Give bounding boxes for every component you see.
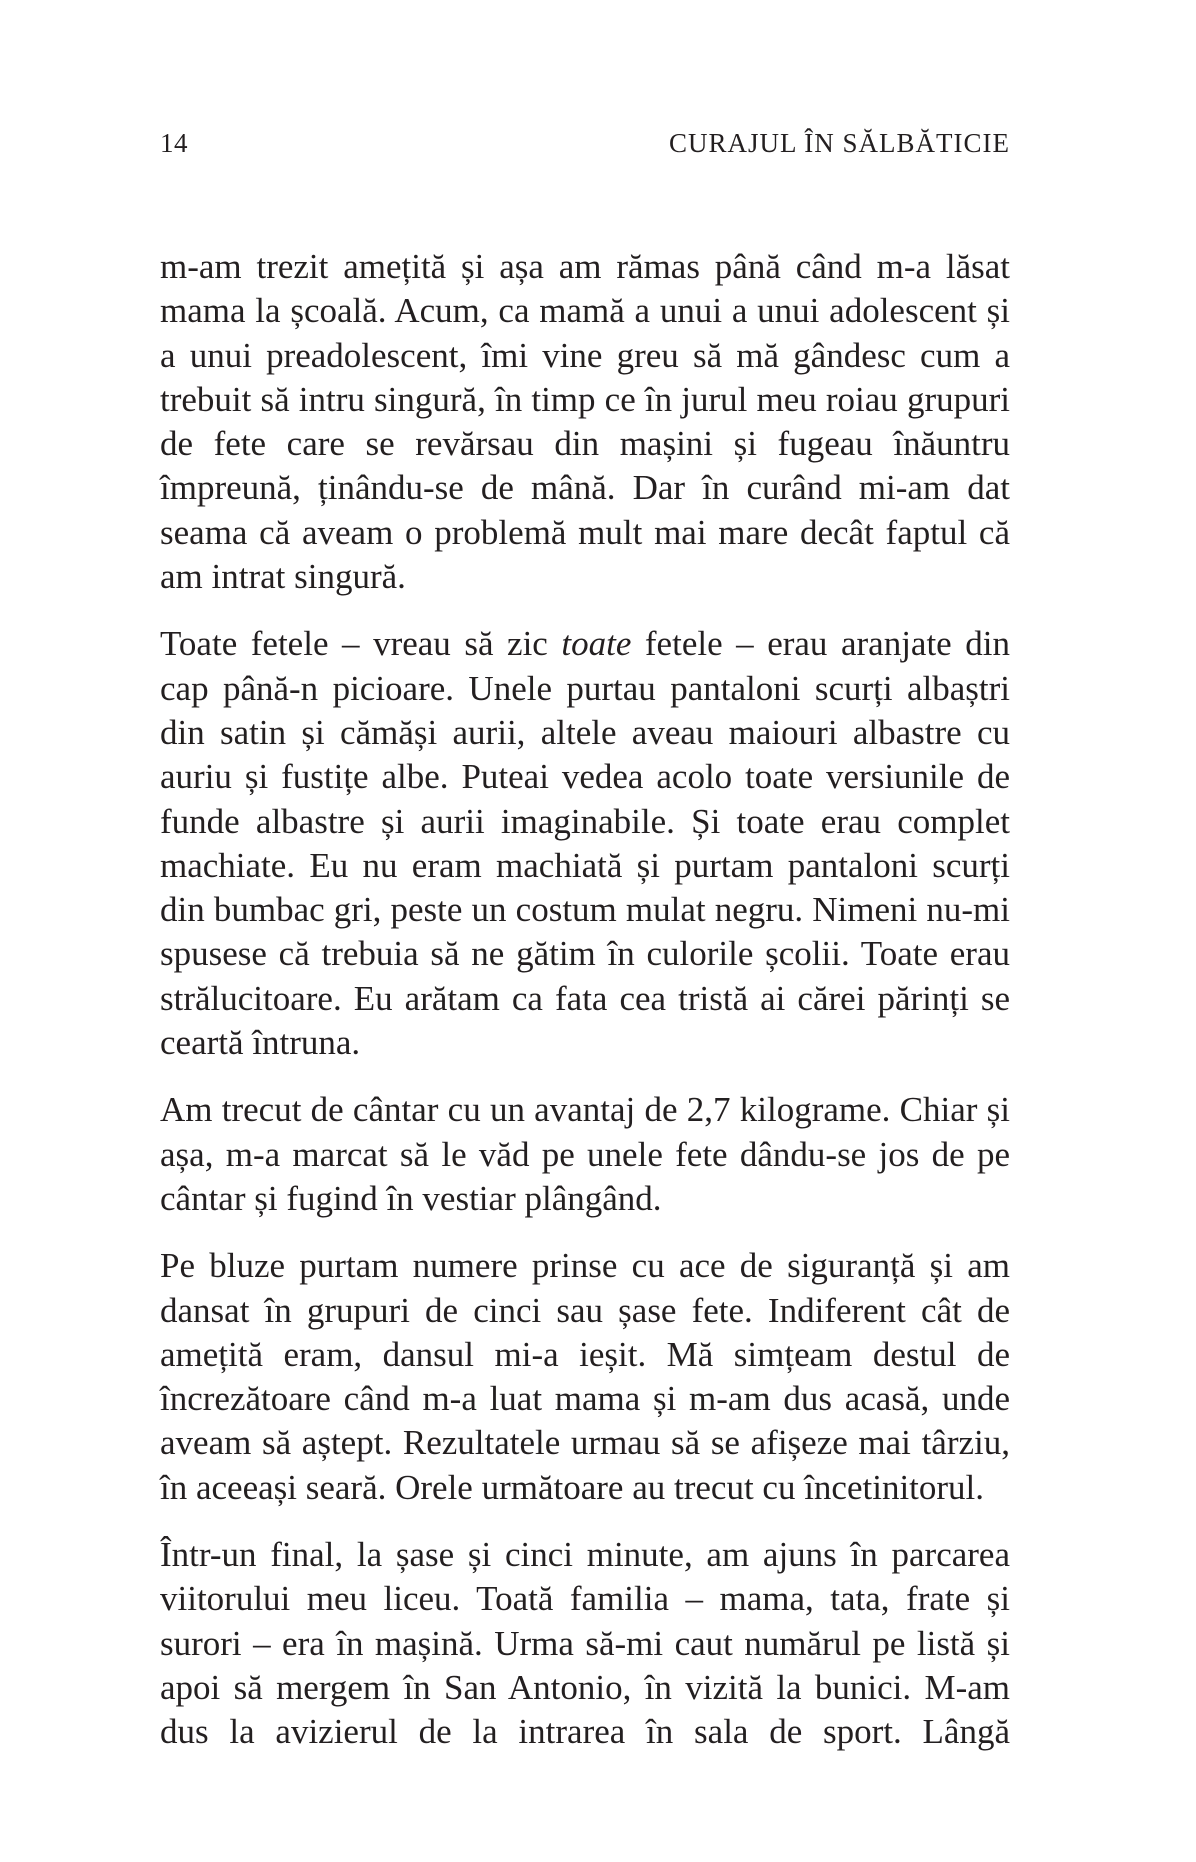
- running-head: [160, 128, 1010, 168]
- paragraph-2-after: fetele – erau aranjate din cap până-n picioare. Unele purtau pantaloni scurți albaștri din satin și cămăși aurii, altele aveau maiouri albastre cu auriu și fustițe albe. Puteai vedea acolo toate versiunile de funde albastre și aurii imaginabile. Și toate erau complet machiate. Eu nu eram machiată și purtam pantaloni scurți din bumbac gri, peste un costum mulat negru. Nimeni nu-mi spusese că trebuia să ne gătim în culorile școlii. Toate erau strălucitoare. Eu arătam ca fata cea tristă ai cărei părinți se ceartă întruna.: [160, 624, 1010, 1063]
- paragraph-2-emphasis: toate: [561, 624, 632, 664]
- paragraph-4: Pe bluze purtam numere prinse cu ace de siguranță și am dansat în grupuri de cinci sau șase fete. Indiferent cât de amețită eram, dansul mi-a ieșit. Mă simțeam destul de încrezătoare când m-a luat mama și m-am dus acasă, unde aveam să aștept. Rezultatele urmau să se afișeze mai târziu, în aceeași seară. Orele următoare au trecut cu încetinitorul.: [160, 1246, 1010, 1507]
- paragraph-2-before: Toate fetele – vreau să zic: [160, 624, 562, 664]
- paragraph-1: m-am trezit amețită și așa am rămas până când m-a lăsat mama la școală. Acum, ca mamă a unui a unui adolescent și a unui preadolescent, îmi vine greu să mă gândesc cum a trebuit să intru singură, în timp ce în jurul meu roiau grupuri de fete care se revărsau din mașini și fugeau înăuntru împreună, ținându-se de mână. Dar în curând mi-am dat seama că aveam o problemă mult mai mare decât faptul că am intrat singură.: [160, 247, 1010, 597]
- paragraph-5: Într-un final, la șase și cinci minute, am ajuns în parcarea viitorului meu liceu. Toată familia – mama, tata, frate și surori – era în mașină. Urma să-mi caut numărul pe listă și apoi să mergem în San Antonio, în vizită la bunici. M-am dus la avizierul de la intrarea în sala de sport. Lângă: [160, 1535, 1010, 1752]
- book-page: [160, 128, 1010, 1778]
- paragraph-2: [160, 622, 1010, 1065]
- paragraph-3: Am trecut de cântar cu un avantaj de 2,7 kilograme. Chiar și așa, m-a marcat să le văd pe unele fete dându-se jos de pe cântar și fugind în vestiar plângând.: [160, 1090, 1010, 1218]
- body-text: [160, 245, 1010, 1755]
- running-title: CURAJUL ÎN SĂLBĂTICIE: [669, 128, 1010, 158]
- page-number: 14: [160, 128, 188, 158]
